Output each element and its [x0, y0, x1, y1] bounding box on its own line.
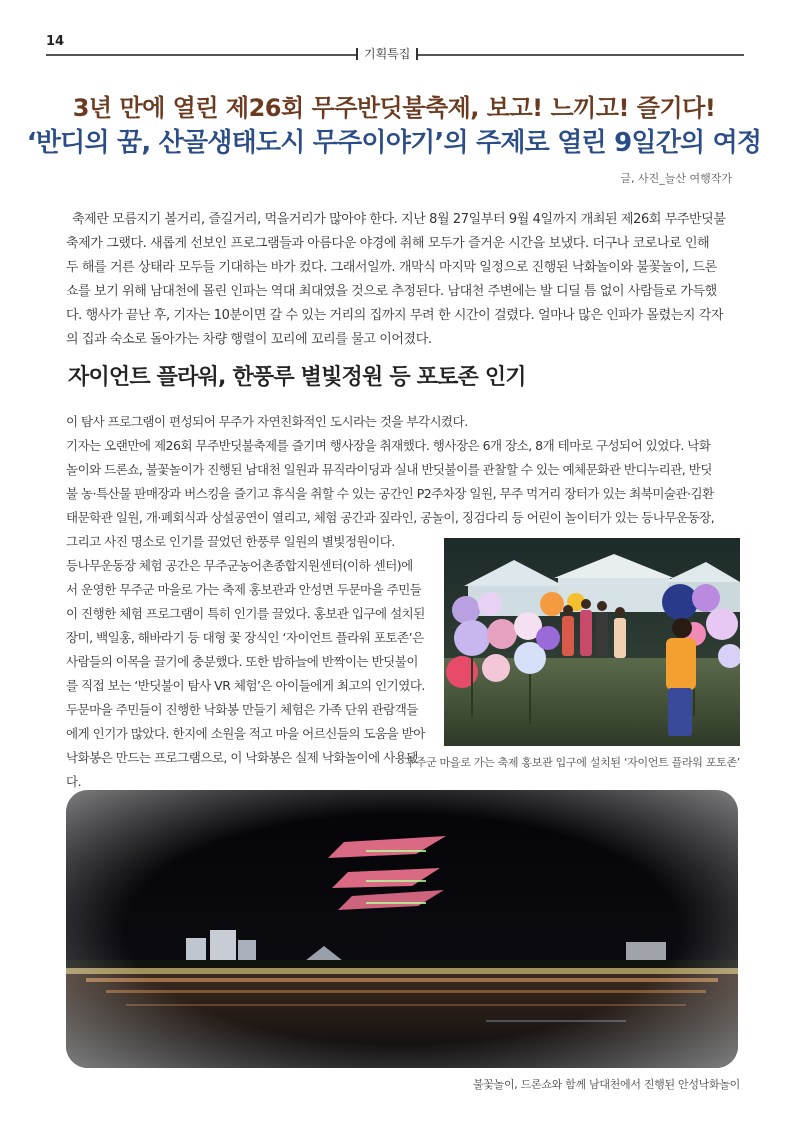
body-line: 그리고 사진 명소로 인기를 끌었던 한풍루 일원의 별빛정원이다. [66, 534, 395, 549]
photo2-caption: 불꽃놀이, 드론쇼와 함께 남대천에서 진행된 안성낙화놀이 [472, 1078, 740, 1091]
article-title-line1: 3년 만에 열린 제26회 무주반딧불축제, 보고! 느끼고! 즐기다! [72, 94, 716, 122]
section-tag: 기획특집 [356, 44, 418, 64]
body-line: 를 직접 보는 ‘반딧불이 탐사 VR 체험’은 아이들에게 최고의 인기였다. [66, 678, 425, 693]
intro-line: 축제란 모름지기 볼거리, 즐길거리, 먹을거리가 많아야 한다. 지난 8월 27일부터 9월 4일까지 개최된 제26회 무주반딧불 [72, 212, 726, 227]
body-line: 에게 인기가 많았다. 한지에 소원을 적고 마을 어르신들의 도움을 받아 [66, 726, 425, 741]
intro-line: 다. 행사가 끝난 후, 기자는 10분이면 갈 수 있는 거리의 집까지 무려 한 시간이 걸렸다. 얼마나 많은 인파가 몰렸는지 각자 [66, 308, 724, 323]
article-title-line2: ‘반디의 꿈, 산골생태도시 무주이야기’의 주제로 열린 9일간의 여정 [26, 128, 762, 158]
intro-line: 축제가 그랬다. 새롭게 선보인 프로그램들과 아름다운 야경에 취해 모두가 즐거운 시간을 보냈다. 더구나 코로나로 인해 [66, 236, 710, 251]
body-line: 놀이와 드론쇼, 불꽃놀이가 진행된 남대천 일원과 뮤직라이딩과 실내 반딧불이를 관찰할 수 있는 예체문화관 반디누리관, 반딧 [66, 462, 712, 477]
giant-flower-photo [444, 538, 740, 746]
body-line: 두문마을 주민들이 진행한 낙화봉 만들기 체험은 가족 단위 관람객들 [66, 702, 418, 717]
body-line: 이 진행한 체험 프로그램이 특히 인기를 끌었다. 홍보관 입구에 설치된 [66, 606, 425, 621]
body-line: 이 탐사 프로그램이 편성되어 무주가 자연친화적인 도시라는 것을 부각시켰다. [66, 414, 468, 429]
body-line: 낙화봉은 만드는 프로그램으로, 이 낙화봉은 실제 낙화놀이에 사용됐 [66, 750, 418, 765]
body-line: 기자는 오랜만에 제26회 무주반딧불축제를 즐기며 행사장을 취재했다. 행사장은 6개 장소, 8개 테마로 구성되어 있었다. 낙화 [66, 438, 711, 453]
drone-show-photo [66, 790, 738, 1068]
photo1-caption: 무주군 마을로 가는 축제 홍보관 입구에 설치된 ‘자이언트 플라워 포토존’ [405, 756, 740, 769]
body-line: 등나무운동장 체험 공간은 무주군농어촌종합지원센터(이하 센터)에 [66, 558, 413, 573]
body-line: 서 운영한 무주군 마을로 가는 축제 홍보관과 안성면 두문마을 주민들 [66, 582, 422, 597]
page-number: 14 [46, 34, 65, 49]
intro-line: 의 집과 숙소로 돌아가는 차량 행렬이 꼬리에 꼬리를 물고 이어졌다. [66, 332, 432, 347]
byline: 글, 사진_늘산 여행작가 [620, 172, 732, 185]
intro-line: 쇼를 보기 위해 남대천에 몰린 인파는 역대 최대였을 것으로 추정된다. 남대천 주변에는 발 디딜 틈 없이 사람들로 가득했 [66, 284, 717, 299]
body-line: 태문학관 일원, 개·폐회식과 상설공연이 열리고, 체험 공간과 짚라인, 공놀이, 징검다리 등 어린이 놀이터가 있는 등나무운동장, [66, 510, 715, 525]
body-line: 불 농·특산물 판매장과 버스킹을 즐기고 휴식을 취할 수 있는 공간인 P2주차장 일원, 무주 먹거리 장터가 있는 최북미술관·김환 [66, 486, 714, 501]
body-line: 사람들의 이목을 끌기에 충분했다. 또한 밤하늘에 반짝이는 반딧불이 [66, 654, 418, 669]
intro-line: 두 해를 거른 상태라 모두들 기대하는 바가 컸다. 그래서일까. 개막식 마지막 일정으로 진행된 낙화놀이와 불꽃놀이, 드론 [66, 260, 717, 275]
body-line: 다. [66, 774, 82, 789]
section-subheading: 자이언트 플라워, 한풍루 별빛정원 등 포토존 인기 [68, 365, 526, 390]
body-line: 장미, 백일홍, 해바라기 등 대형 꽃 장식인 ‘자이언트 플라워 포토존’은 [66, 630, 424, 645]
